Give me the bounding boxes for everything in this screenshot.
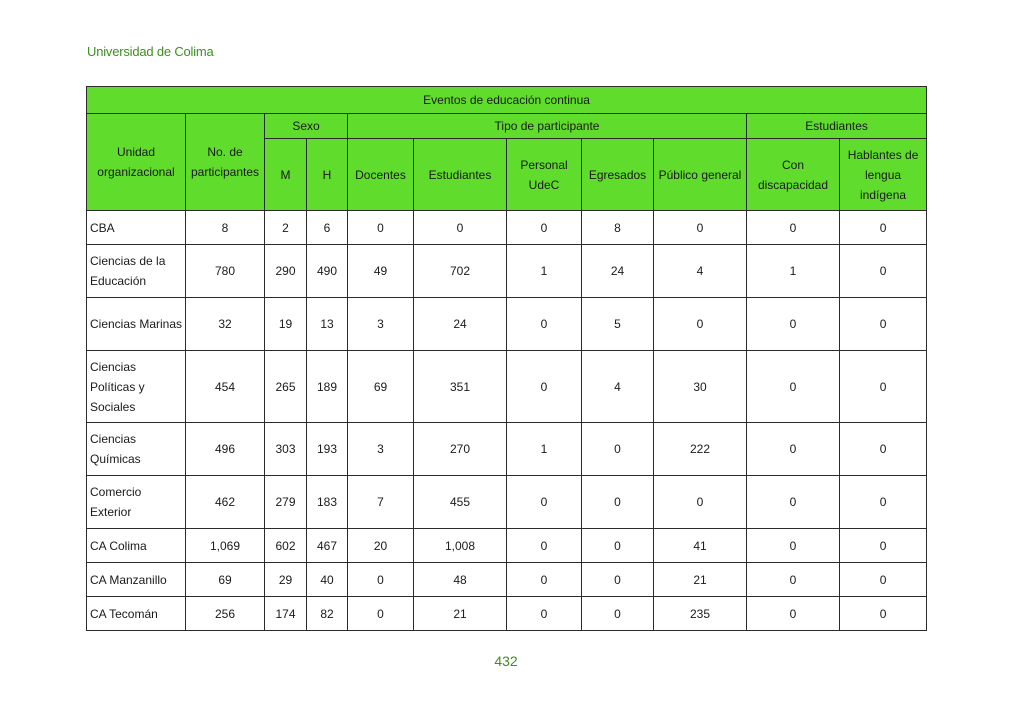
cell-h: 490	[307, 245, 348, 298]
cell-participants: 8	[186, 211, 265, 245]
cell-publico: 21	[654, 563, 747, 597]
cell-participants: 69	[186, 563, 265, 597]
cell-egresados: 8	[582, 211, 654, 245]
cell-participants: 496	[186, 423, 265, 476]
cell-h: 40	[307, 563, 348, 597]
cell-docentes: 0	[348, 211, 414, 245]
cell-docentes: 0	[348, 597, 414, 631]
cell-egresados: 0	[582, 597, 654, 631]
header-egresados: Egresados	[582, 139, 654, 211]
cell-personal: 0	[507, 563, 582, 597]
cell-discapacidad: 0	[747, 529, 840, 563]
cell-estudiantes: 48	[414, 563, 507, 597]
cell-h: 189	[307, 351, 348, 423]
cell-unit: CA Manzanillo	[87, 563, 186, 597]
cell-unit: CBA	[87, 211, 186, 245]
cell-m: 174	[265, 597, 307, 631]
cell-h: 82	[307, 597, 348, 631]
header-con-discapacidad: Con discapacidad	[747, 139, 840, 211]
table-row	[87, 245, 927, 298]
cell-unit: CA Tecomán	[87, 597, 186, 631]
cell-indigena: 0	[840, 597, 927, 631]
cell-egresados: 0	[582, 476, 654, 529]
cell-publico: 0	[654, 476, 747, 529]
cell-indigena: 0	[840, 423, 927, 476]
cell-docentes: 3	[348, 298, 414, 351]
cell-unit: Ciencias de la Educación	[87, 245, 186, 298]
table-row	[87, 211, 927, 245]
header-estudiantes-group: Estudiantes	[747, 114, 927, 139]
cell-docentes: 69	[348, 351, 414, 423]
table-row	[87, 423, 927, 476]
cell-m: 290	[265, 245, 307, 298]
cell-docentes: 3	[348, 423, 414, 476]
header-lengua-indigena: Hablantes de lengua indígena	[840, 139, 927, 211]
header-estudiantes: Estudiantes	[414, 139, 507, 211]
cell-participants: 780	[186, 245, 265, 298]
table-row	[87, 563, 927, 597]
cell-personal: 1	[507, 245, 582, 298]
cell-h: 13	[307, 298, 348, 351]
cell-participants: 462	[186, 476, 265, 529]
cell-indigena: 0	[840, 563, 927, 597]
cell-h: 6	[307, 211, 348, 245]
table-row	[87, 298, 927, 351]
cell-estudiantes: 24	[414, 298, 507, 351]
page-number: 432	[494, 653, 518, 669]
cell-participants: 1,069	[186, 529, 265, 563]
cell-egresados: 0	[582, 529, 654, 563]
cell-egresados: 4	[582, 351, 654, 423]
cell-estudiantes: 1,008	[414, 529, 507, 563]
continuing-education-table	[86, 86, 927, 631]
cell-h: 193	[307, 423, 348, 476]
cell-h: 467	[307, 529, 348, 563]
cell-publico: 41	[654, 529, 747, 563]
cell-egresados: 5	[582, 298, 654, 351]
cell-egresados: 0	[582, 563, 654, 597]
cell-participants: 32	[186, 298, 265, 351]
cell-h: 183	[307, 476, 348, 529]
header-personal-udec: Personal UdeC	[507, 139, 582, 211]
cell-estudiantes: 351	[414, 351, 507, 423]
cell-m: 265	[265, 351, 307, 423]
cell-unit: Comercio Exterior	[87, 476, 186, 529]
cell-publico: 0	[654, 298, 747, 351]
table-caption: Eventos de educación continua	[87, 87, 927, 114]
cell-participants: 454	[186, 351, 265, 423]
cell-m: 303	[265, 423, 307, 476]
header-tipo-participante: Tipo de participante	[348, 114, 747, 139]
cell-publico: 222	[654, 423, 747, 476]
cell-personal: 0	[507, 211, 582, 245]
cell-personal: 0	[507, 529, 582, 563]
header-participants: No. de participantes	[186, 114, 265, 211]
cell-personal: 0	[507, 298, 582, 351]
cell-indigena: 0	[840, 351, 927, 423]
cell-unit: Ciencias Políticas y Sociales	[87, 351, 186, 423]
cell-indigena: 0	[840, 298, 927, 351]
cell-estudiantes: 702	[414, 245, 507, 298]
cell-m: 2	[265, 211, 307, 245]
cell-docentes: 20	[348, 529, 414, 563]
cell-docentes: 49	[348, 245, 414, 298]
cell-discapacidad: 0	[747, 211, 840, 245]
cell-personal: 1	[507, 423, 582, 476]
cell-docentes: 7	[348, 476, 414, 529]
cell-participants: 256	[186, 597, 265, 631]
table-row	[87, 529, 927, 563]
cell-discapacidad: 0	[747, 597, 840, 631]
table-row	[87, 351, 927, 423]
cell-estudiantes: 21	[414, 597, 507, 631]
cell-discapacidad: 0	[747, 476, 840, 529]
cell-docentes: 0	[348, 563, 414, 597]
cell-m: 602	[265, 529, 307, 563]
cell-m: 279	[265, 476, 307, 529]
header-unit: Unidad organizacional	[87, 114, 186, 211]
cell-publico: 4	[654, 245, 747, 298]
header-sexo: Sexo	[265, 114, 348, 139]
cell-estudiantes: 270	[414, 423, 507, 476]
cell-unit: CA Colima	[87, 529, 186, 563]
header-docentes: Docentes	[348, 139, 414, 211]
cell-publico: 235	[654, 597, 747, 631]
header-m: M	[265, 139, 307, 211]
cell-personal: 0	[507, 476, 582, 529]
cell-discapacidad: 1	[747, 245, 840, 298]
cell-unit: Ciencias Marinas	[87, 298, 186, 351]
cell-discapacidad: 0	[747, 351, 840, 423]
cell-estudiantes: 0	[414, 211, 507, 245]
cell-indigena: 0	[840, 529, 927, 563]
cell-discapacidad: 0	[747, 298, 840, 351]
cell-indigena: 0	[840, 211, 927, 245]
table-row	[87, 597, 927, 631]
cell-personal: 0	[507, 597, 582, 631]
cell-egresados: 24	[582, 245, 654, 298]
cell-publico: 30	[654, 351, 747, 423]
cell-egresados: 0	[582, 423, 654, 476]
cell-publico: 0	[654, 211, 747, 245]
cell-m: 29	[265, 563, 307, 597]
header-publico-general: Público general	[654, 139, 747, 211]
table-row	[87, 476, 927, 529]
cell-estudiantes: 455	[414, 476, 507, 529]
cell-personal: 0	[507, 351, 582, 423]
cell-indigena: 0	[840, 245, 927, 298]
cell-discapacidad: 0	[747, 423, 840, 476]
document-header-title: Universidad de Colima	[87, 44, 214, 59]
cell-indigena: 0	[840, 476, 927, 529]
cell-discapacidad: 0	[747, 563, 840, 597]
cell-m: 19	[265, 298, 307, 351]
header-h: H	[307, 139, 348, 211]
cell-unit: Ciencias Químicas	[87, 423, 186, 476]
